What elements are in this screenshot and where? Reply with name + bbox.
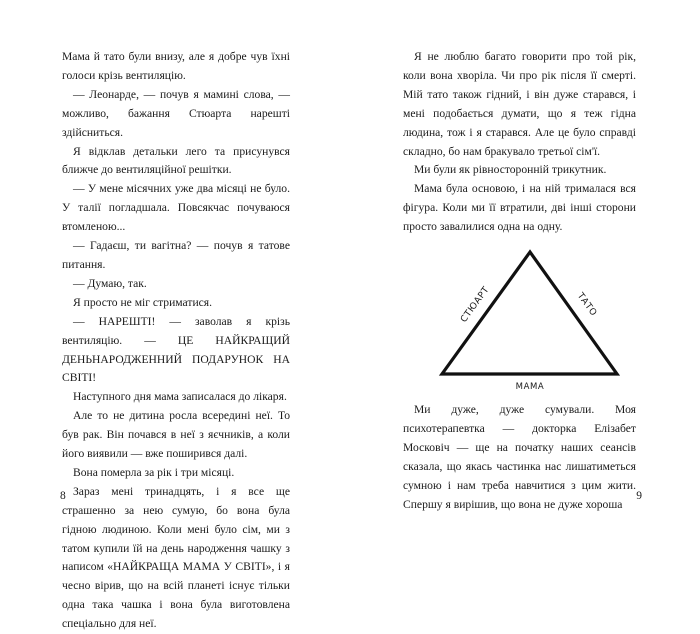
triangle-diagram bbox=[403, 241, 636, 391]
paragraph: Але то не дитина росла всередині неї. То був рак. Він почався в неї з яєчників, а коли його виявили — вже поширився далі. bbox=[62, 409, 290, 461]
page-number: 8 bbox=[60, 490, 66, 502]
paragraph: — Леонарде, — почув я мамині слова, — можливо, бажання Стюарта нарешті здійсниться. bbox=[62, 87, 290, 139]
paragraph: Наступного дня мама записалася до лікаря. bbox=[73, 390, 287, 404]
paragraph: Вона померла за рік і три місяці. bbox=[73, 465, 235, 479]
paragraph: Мама була основою, і на ній трималася вся фігура. Коли ми її втратили, дві інші сторони просто завалилися одна на одну. bbox=[403, 182, 636, 234]
paragraph: Я просто не міг стриматися. bbox=[73, 295, 213, 309]
triangle-left-label: СТЮАРТ bbox=[459, 285, 492, 325]
paragraph: Ми дуже, дуже сумували. Моя психотерапевтка — докторка Елізабет Московіч — ще на початку наших сеансів сказала, що якась частинка нас лишатиметься сумною і нам треба навчитися з цим жити. Спершу я вирішив, що вона не дуже хороша bbox=[403, 403, 636, 511]
triangle-figure bbox=[403, 241, 636, 391]
paragraph: Я не люблю багато говорити про той рік, коли вона хворіла. Чи про рік після її смерті. Мій тато також гідний, і він дуже старався, і мені подобається думати, що я теж гідна людина, тож і я старався. Але це було справді складно, бо нам бракувало третьої сім'ї. bbox=[403, 50, 636, 158]
triangle-base-label: МАМА bbox=[515, 382, 545, 392]
paragraph: — У мене місячних уже два місяці не було. У талії погладшала. Повсякчас почуваюся втомленою... bbox=[62, 182, 290, 234]
paragraph: Я відклав детальки лего та присунувся ближче до вентиляційної решітки. bbox=[62, 144, 290, 177]
paragraph: Ми були як рівносторонній трикутник. bbox=[414, 163, 607, 177]
paragraph: — НАРЕШТІ! — заволав я крізь вентиляцію. — ЦЕ НАЙКРАЩИЙ ДЕНЬНАРОДЖЕННИЙ ПОДАРУНОК НА СВІТІ! bbox=[62, 314, 290, 385]
triangle-right-label: ТАТО bbox=[574, 291, 599, 319]
left-page-text bbox=[62, 48, 290, 634]
paragraph: Мама й тато були внизу, але я добре чув їхні голоси крізь вентиляцію. bbox=[62, 50, 290, 82]
page-number: 9 bbox=[636, 490, 642, 502]
paragraph: Зараз мені тринадцять, і я все ще страшенно за нею сумую, бо вона була гідною людиною. Коли мені було сім, ми з татом купили їй на день народження чашку з написом «НАЙКРАЩА МАМА У СВІТІ», і я чесно вірив, що на всій планеті існує тільки одна така чашка і вона була виготовлена спеціально для неї. bbox=[62, 484, 290, 631]
paragraph: — Думаю, так. bbox=[73, 276, 147, 290]
right-page-text bbox=[403, 48, 636, 515]
left-page bbox=[0, 0, 350, 631]
paragraph: — Гадаєш, ти вагітна? — почув я татове питання. bbox=[62, 239, 290, 271]
right-page bbox=[350, 0, 700, 533]
